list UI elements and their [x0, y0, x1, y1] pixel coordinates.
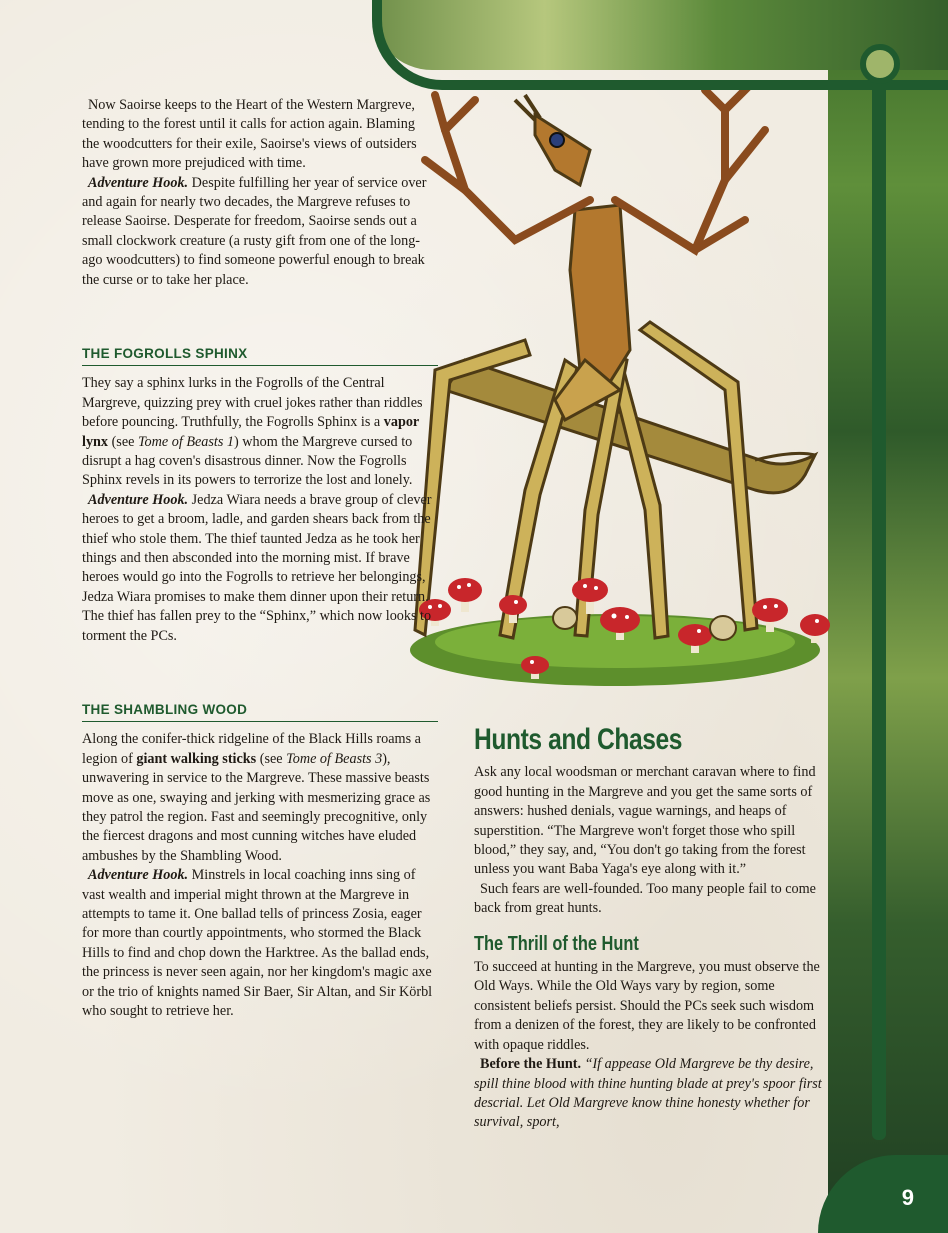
before-hunt-riddle: “If appease Old Margreve be thy desire, spill thine blood with thine hunting blade at prey's spoor first descrial. Let Old Margreve know thine honesty whether for survival, sport,	[474, 1056, 822, 1131]
text-run: ), unwavering in service to the Margreve. These massive beasts move as one, swaying and jerking with mesmerizing grace as they patrol the region. Fast and seemingly precognitive, only the fiercest dragons and most cunning witches have eluded ambushes by the Shambling Wood.	[82, 750, 431, 864]
fogrolls-hook	[82, 491, 438, 646]
shambling-section	[82, 700, 438, 1022]
hook-label: Adventure Hook.	[88, 867, 189, 884]
saoirse-paragraph: Now Saoirse keeps to the Heart of the Western Margreve, tending to the forest until it calls for action again. Blaming the woodcutters for their exile, Saoirse's views of outsiders have grown more prejudiced with time.	[82, 97, 417, 172]
shambling-hook	[82, 866, 438, 1021]
forest-border-art	[828, 0, 948, 1233]
text-run: They say a sphinx lurks in the Fogrolls of the Central Margreve, quizzing prey with cruel jokes rather than riddles before pouncing. Truthfully, the Fogrolls Sphinx is a	[82, 375, 423, 431]
text-run: (see	[108, 433, 138, 450]
text-run: ) whom the Margreve cursed to disrupt a hag coven's disastrous dinner. Now the Fogrolls Sphinx revels in its powers to terrorize the lost and lonely.	[82, 433, 413, 489]
hook-text: Despite fulfilling her year of service over and again for nearly two decades, the Margreve refuses to release Saoirse. Desperate for freedom, Saoirse sends out a small clockwork creature (a rusty gift from one of the long-ago woodcutters) to find someone powerful enough to break the curse or to take her place.	[82, 174, 427, 288]
hunts-paragraph-2: Such fears are well-founded. Too many people fail to come back from great hunts.	[474, 880, 816, 917]
before-hunt-paragraph	[474, 1055, 834, 1133]
fogrolls-section	[82, 344, 438, 646]
saoirse-hook	[82, 174, 427, 290]
thrill-paragraph: To succeed at hunting in the Margreve, you must observe the Old Ways. While the Old Ways vary by region, some consistent beliefs persist. Should the PCs seek such wisdom from a denizen of the forest, they are likely to be confronted with opaque riddles.	[474, 959, 820, 1053]
walking-stick-illustration	[405, 90, 840, 690]
page-number-tab	[818, 1155, 948, 1233]
hook-text: Jedza Wiara needs a brave group of clever heroes to get a broom, ladle, and garden shears back from the thief who stole them. The thief taunted Jedza as he took her things and then absconded into the morning mist. If brave heroes would go into the Fogrolls to retrieve her belongings, Jedza Wiara promises to make them dinner upon their return. The thief has fallen prey to the “Sphinx,” which now looks to torment the PCs.	[82, 491, 432, 644]
hunts-section	[474, 723, 834, 1133]
text-run: (see	[256, 750, 287, 767]
hook-label: Adventure Hook.	[88, 491, 189, 508]
hook-label: Adventure Hook.	[88, 174, 189, 191]
fogrolls-heading: THE FOGROLLS SPHINX	[82, 344, 438, 366]
frame-ornament-icon	[860, 44, 900, 84]
hook-text: Minstrels in local coaching inns sing of vast wealth and imperial might thrown at the Margreve in attempts to tame it. One ballad tells of princess Zosia, eager for more than courtly appointments, who stormed the Black Hills to find and chop down the Harktree. As the ballad ends, the princess is never seen again, nor her kingdom's magic axe or the trio of knights named Sir Baer, Sir Altan, and Sir Körbl who sought to retrieve her.	[82, 867, 433, 1020]
thrill-heading: The Thrill of the Hunt	[474, 932, 639, 955]
fogrolls-paragraph	[82, 374, 438, 490]
vapor-lynx-term: vapor lynx	[82, 414, 419, 450]
hunts-title: Hunts and Chases	[474, 723, 683, 756]
book-reference: Tome of Beasts 1	[137, 433, 235, 450]
shambling-heading: THE SHAMBLING WOOD	[82, 700, 438, 722]
book-reference: Tome of Beasts 3	[286, 750, 383, 767]
before-hunt-label: Before the Hunt.	[480, 1056, 582, 1073]
shambling-paragraph	[82, 730, 438, 866]
vine-frame-vertical	[872, 60, 886, 1140]
text-run: Along the conifer-thick ridgeline of the Black Hills roams a legion of	[82, 731, 421, 767]
page-number: 9	[901, 1185, 914, 1210]
walking-sticks-term: giant walking sticks	[136, 750, 257, 767]
saoirse-section	[82, 96, 427, 290]
vine-frame	[372, 0, 948, 90]
page-corner	[818, 1155, 948, 1233]
hunts-paragraph-1: Ask any local woodsman or merchant caravan where to find good hunting in the Margreve and you get the same sorts of answers: hushed denials, vague warnings, and heaps of superstition. “The Margreve won't forget those who spill blood,” they say, and, “You don't go taking from the forest unless you want Baba Yaga's eye along with it.”	[474, 764, 816, 878]
